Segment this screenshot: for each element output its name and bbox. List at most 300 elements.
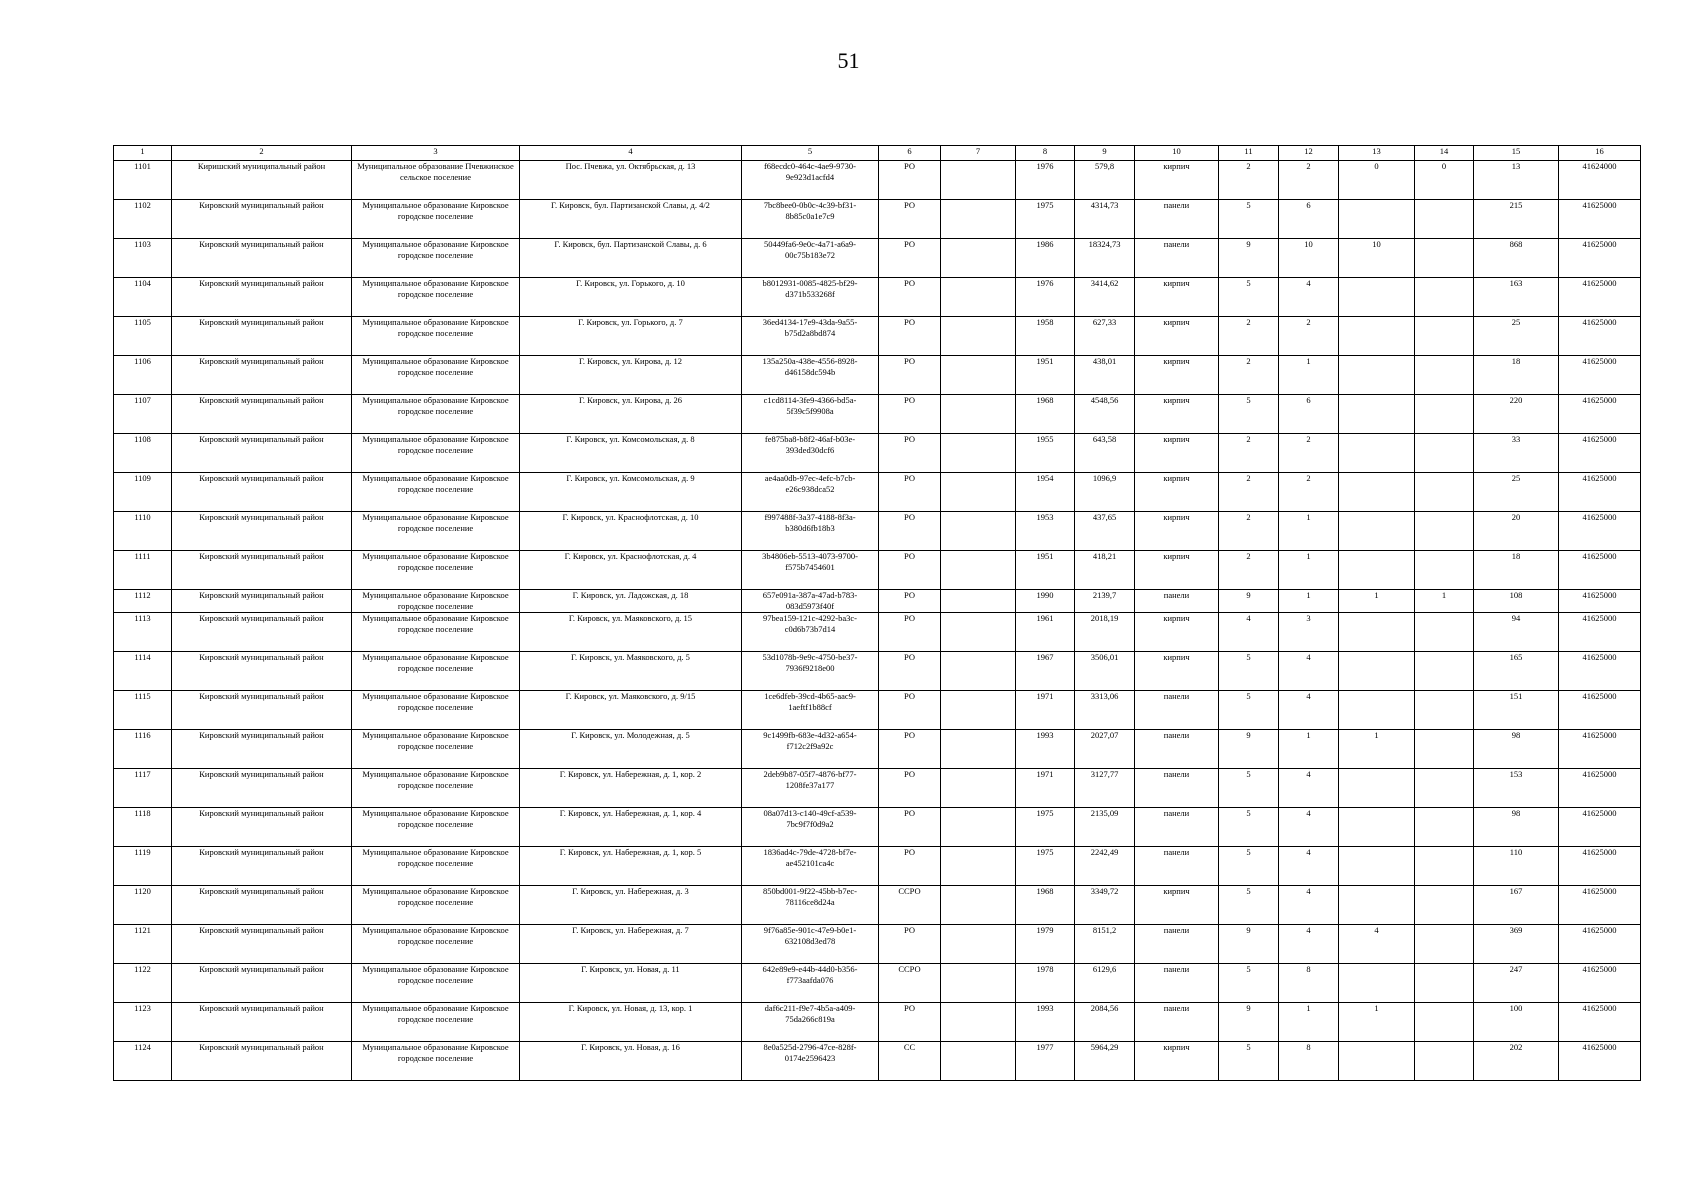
col11-cell: 9 — [1219, 925, 1279, 964]
col13-cell — [1339, 808, 1415, 847]
municipality-cell: Муниципальное образование Кировское городское поселение — [352, 730, 520, 769]
code-cell: 41625000 — [1559, 769, 1641, 808]
year-cell: 1968 — [1016, 886, 1075, 925]
district-cell: Кировский муниципальный район — [172, 652, 352, 691]
municipality-cell: Муниципальное образование Кировское городское поселение — [352, 1042, 520, 1081]
col15-cell: 108 — [1474, 590, 1559, 613]
col12-cell: 6 — [1279, 200, 1339, 239]
col7-cell — [941, 434, 1016, 473]
record-number: 1106 — [114, 356, 172, 395]
code-cell: 41624000 — [1559, 161, 1641, 200]
col6-cell: ССРО — [879, 886, 941, 925]
column-header: 10 — [1135, 146, 1219, 161]
col15-cell: 153 — [1474, 769, 1559, 808]
address-cell: Г. Кировск, ул. Горького, д. 7 — [520, 317, 742, 356]
col11-cell: 9 — [1219, 1003, 1279, 1042]
code-cell: 41625000 — [1559, 847, 1641, 886]
guid-cell: daf6c211-f9e7-4b5a-a409-75da266c819a — [742, 1003, 879, 1042]
col14-cell — [1415, 808, 1474, 847]
col7-cell — [941, 769, 1016, 808]
record-number: 1113 — [114, 613, 172, 652]
col6-cell: РО — [879, 691, 941, 730]
code-cell: 41625000 — [1559, 356, 1641, 395]
col12-cell: 1 — [1279, 730, 1339, 769]
col6-cell: РО — [879, 317, 941, 356]
col7-cell — [941, 395, 1016, 434]
area-cell: 2027,07 — [1075, 730, 1135, 769]
year-cell: 1976 — [1016, 161, 1075, 200]
table-row — [114, 613, 1641, 652]
col14-cell — [1415, 395, 1474, 434]
address-cell: Г. Кировск, ул. Набережная, д. 1, кор. 5 — [520, 847, 742, 886]
col11-cell: 9 — [1219, 239, 1279, 278]
record-number: 1101 — [114, 161, 172, 200]
col12-cell: 4 — [1279, 925, 1339, 964]
code-cell: 41625000 — [1559, 395, 1641, 434]
record-number: 1121 — [114, 925, 172, 964]
district-cell: Кировский муниципальный район — [172, 691, 352, 730]
address-cell: Г. Кировск, ул. Новая, д. 16 — [520, 1042, 742, 1081]
col11-cell: 5 — [1219, 278, 1279, 317]
col12-cell: 4 — [1279, 278, 1339, 317]
col6-cell: РО — [879, 808, 941, 847]
col11-cell: 2 — [1219, 512, 1279, 551]
address-cell: Г. Кировск, ул. Набережная, д. 1, кор. 4 — [520, 808, 742, 847]
col6-cell: РО — [879, 652, 941, 691]
col13-cell — [1339, 395, 1415, 434]
col11-cell: 2 — [1219, 551, 1279, 590]
col13-cell: 1 — [1339, 590, 1415, 613]
col7-cell — [941, 847, 1016, 886]
year-cell: 1975 — [1016, 200, 1075, 239]
material-cell: панели — [1135, 808, 1219, 847]
col6-cell: РО — [879, 200, 941, 239]
year-cell: 1971 — [1016, 691, 1075, 730]
table-row — [114, 925, 1641, 964]
col11-cell: 2 — [1219, 161, 1279, 200]
col14-cell — [1415, 434, 1474, 473]
col13-cell — [1339, 356, 1415, 395]
material-cell: кирпич — [1135, 473, 1219, 512]
col13-cell: 0 — [1339, 161, 1415, 200]
col14-cell — [1415, 317, 1474, 356]
col15-cell: 165 — [1474, 652, 1559, 691]
district-cell: Кировский муниципальный район — [172, 847, 352, 886]
col15-cell: 33 — [1474, 434, 1559, 473]
area-cell: 2018,19 — [1075, 613, 1135, 652]
address-cell: Г. Кировск, ул. Маяковского, д. 9/15 — [520, 691, 742, 730]
col7-cell — [941, 691, 1016, 730]
code-cell: 41625000 — [1559, 239, 1641, 278]
code-cell: 41625000 — [1559, 434, 1641, 473]
col14-cell — [1415, 769, 1474, 808]
code-cell: 41625000 — [1559, 590, 1641, 613]
table-row — [114, 317, 1641, 356]
col6-cell: РО — [879, 434, 941, 473]
table-row — [114, 278, 1641, 317]
code-cell: 41625000 — [1559, 200, 1641, 239]
table-row — [114, 434, 1641, 473]
record-number: 1103 — [114, 239, 172, 278]
col6-cell: РО — [879, 239, 941, 278]
code-cell: 41625000 — [1559, 278, 1641, 317]
record-number: 1114 — [114, 652, 172, 691]
col11-cell: 5 — [1219, 808, 1279, 847]
col12-cell: 1 — [1279, 551, 1339, 590]
material-cell: кирпич — [1135, 551, 1219, 590]
year-cell: 1978 — [1016, 964, 1075, 1003]
record-number: 1124 — [114, 1042, 172, 1081]
code-cell: 41625000 — [1559, 1003, 1641, 1042]
code-cell: 41625000 — [1559, 886, 1641, 925]
material-cell: кирпич — [1135, 512, 1219, 551]
guid-cell: 9f76a85e-901c-47e9-b0e1-632108d3ed78 — [742, 925, 879, 964]
address-cell: Г. Кировск, ул. Кирова, д. 12 — [520, 356, 742, 395]
table-row — [114, 691, 1641, 730]
year-cell: 1979 — [1016, 925, 1075, 964]
guid-cell: 50449fa6-9e0c-4a71-a6a9-00c75b183e72 — [742, 239, 879, 278]
col12-cell: 2 — [1279, 317, 1339, 356]
col15-cell: 98 — [1474, 730, 1559, 769]
record-number: 1119 — [114, 847, 172, 886]
district-cell: Кировский муниципальный район — [172, 512, 352, 551]
col13-cell: 4 — [1339, 925, 1415, 964]
col13-cell — [1339, 886, 1415, 925]
guid-cell: 657e091a-387a-47ad-b783-083d5973f40f — [742, 590, 879, 613]
area-cell: 3506,01 — [1075, 652, 1135, 691]
col11-cell: 5 — [1219, 652, 1279, 691]
col15-cell: 94 — [1474, 613, 1559, 652]
table-body — [114, 161, 1641, 1081]
municipality-cell: Муниципальное образование Кировское городское поселение — [352, 886, 520, 925]
col13-cell — [1339, 278, 1415, 317]
col11-cell: 9 — [1219, 730, 1279, 769]
col7-cell — [941, 1042, 1016, 1081]
col12-cell: 1 — [1279, 590, 1339, 613]
column-header: 14 — [1415, 146, 1474, 161]
col15-cell: 98 — [1474, 808, 1559, 847]
col7-cell — [941, 551, 1016, 590]
table-row — [114, 590, 1641, 613]
address-cell: Г. Кировск, ул. Маяковского, д. 5 — [520, 652, 742, 691]
record-number: 1110 — [114, 512, 172, 551]
district-cell: Киришский муниципальный район — [172, 161, 352, 200]
col11-cell: 5 — [1219, 847, 1279, 886]
col14-cell — [1415, 200, 1474, 239]
housing-registry-table — [113, 145, 1641, 1081]
col12-cell: 4 — [1279, 808, 1339, 847]
col12-cell: 2 — [1279, 161, 1339, 200]
material-cell: кирпич — [1135, 886, 1219, 925]
record-number: 1108 — [114, 434, 172, 473]
area-cell: 3414,62 — [1075, 278, 1135, 317]
year-cell: 1990 — [1016, 590, 1075, 613]
material-cell: кирпич — [1135, 161, 1219, 200]
municipality-cell: Муниципальное образование Кировское городское поселение — [352, 652, 520, 691]
guid-cell: f997488f-3a37-4188-8f3a-b380d6fb18b3 — [742, 512, 879, 551]
area-cell: 627,33 — [1075, 317, 1135, 356]
record-number: 1107 — [114, 395, 172, 434]
column-header: 11 — [1219, 146, 1279, 161]
col15-cell: 18 — [1474, 551, 1559, 590]
table-row — [114, 652, 1641, 691]
record-number: 1116 — [114, 730, 172, 769]
col15-cell: 151 — [1474, 691, 1559, 730]
col14-cell — [1415, 730, 1474, 769]
col14-cell — [1415, 964, 1474, 1003]
area-cell: 18324,73 — [1075, 239, 1135, 278]
district-cell: Кировский муниципальный район — [172, 1003, 352, 1042]
col11-cell: 5 — [1219, 1042, 1279, 1081]
col7-cell — [941, 512, 1016, 551]
col7-cell — [941, 886, 1016, 925]
municipality-cell: Муниципальное образование Кировское городское поселение — [352, 613, 520, 652]
record-number: 1117 — [114, 769, 172, 808]
guid-cell: 2deb9b87-05f7-4876-bf77-1208fe37a177 — [742, 769, 879, 808]
col15-cell: 110 — [1474, 847, 1559, 886]
address-cell: Г. Кировск, ул. Набережная, д. 1, кор. 2 — [520, 769, 742, 808]
guid-cell: b8012931-0085-4825-bf29-d371b533268f — [742, 278, 879, 317]
area-cell: 1096,9 — [1075, 473, 1135, 512]
col11-cell: 5 — [1219, 769, 1279, 808]
year-cell: 1967 — [1016, 652, 1075, 691]
material-cell: кирпич — [1135, 317, 1219, 356]
area-cell: 2242,49 — [1075, 847, 1135, 886]
column-header: 5 — [742, 146, 879, 161]
col14-cell — [1415, 473, 1474, 512]
col13-cell — [1339, 652, 1415, 691]
col12-cell: 4 — [1279, 886, 1339, 925]
table-row — [114, 239, 1641, 278]
col14-cell — [1415, 886, 1474, 925]
code-cell: 41625000 — [1559, 691, 1641, 730]
address-cell: Г. Кировск, ул. Новая, д. 13, кор. 1 — [520, 1003, 742, 1042]
col11-cell: 2 — [1219, 434, 1279, 473]
col13-cell — [1339, 512, 1415, 551]
guid-cell: 135a250a-438e-4556-8928-d46158dc594b — [742, 356, 879, 395]
column-header: 1 — [114, 146, 172, 161]
table-row — [114, 1042, 1641, 1081]
col7-cell — [941, 730, 1016, 769]
col7-cell — [941, 590, 1016, 613]
municipality-cell: Муниципальное образование Кировское городское поселение — [352, 200, 520, 239]
municipality-cell: Муниципальное образование Кировское городское поселение — [352, 239, 520, 278]
material-cell: панели — [1135, 691, 1219, 730]
material-cell: кирпич — [1135, 613, 1219, 652]
guid-cell: 1ce6dfeb-39cd-4b65-aac9-1aeftf1b88cf — [742, 691, 879, 730]
col12-cell: 2 — [1279, 434, 1339, 473]
col7-cell — [941, 925, 1016, 964]
page-number: 51 — [837, 48, 860, 73]
col11-cell: 9 — [1219, 590, 1279, 613]
column-header: 3 — [352, 146, 520, 161]
col13-cell: 1 — [1339, 1003, 1415, 1042]
col6-cell: РО — [879, 395, 941, 434]
record-number: 1115 — [114, 691, 172, 730]
year-cell: 1993 — [1016, 730, 1075, 769]
col11-cell: 2 — [1219, 317, 1279, 356]
col6-cell: РО — [879, 847, 941, 886]
area-cell: 3313,06 — [1075, 691, 1135, 730]
table-row — [114, 964, 1641, 1003]
year-cell: 1961 — [1016, 613, 1075, 652]
record-number: 1120 — [114, 886, 172, 925]
guid-cell: 8e0a525d-2796-47ce-828f-0174e2596423 — [742, 1042, 879, 1081]
year-cell: 1976 — [1016, 278, 1075, 317]
col11-cell: 2 — [1219, 473, 1279, 512]
col7-cell — [941, 161, 1016, 200]
col13-cell — [1339, 434, 1415, 473]
col13-cell — [1339, 691, 1415, 730]
col14-cell — [1415, 847, 1474, 886]
guid-cell: fe875ba8-b8f2-46af-b03e-393ded30dcf6 — [742, 434, 879, 473]
col14-cell — [1415, 652, 1474, 691]
address-cell: Г. Кировск, ул. Маяковского, д. 15 — [520, 613, 742, 652]
col14-cell — [1415, 356, 1474, 395]
guid-cell: 9c1499fb-683e-4d32-a654-f712c2f9a92c — [742, 730, 879, 769]
year-cell: 1953 — [1016, 512, 1075, 551]
col14-cell — [1415, 239, 1474, 278]
col15-cell: 163 — [1474, 278, 1559, 317]
record-number: 1104 — [114, 278, 172, 317]
material-cell: кирпич — [1135, 652, 1219, 691]
col7-cell — [941, 356, 1016, 395]
col15-cell: 25 — [1474, 317, 1559, 356]
year-cell: 1975 — [1016, 847, 1075, 886]
address-cell: Г. Кировск, ул. Кирова, д. 26 — [520, 395, 742, 434]
address-cell: Г. Кировск, ул. Краснофлотская, д. 10 — [520, 512, 742, 551]
guid-cell: 08a07d13-c140-49cf-a539-7bc9f7f0d9a2 — [742, 808, 879, 847]
material-cell: панели — [1135, 925, 1219, 964]
column-header: 8 — [1016, 146, 1075, 161]
area-cell: 4314,73 — [1075, 200, 1135, 239]
municipality-cell: Муниципальное образование Кировское городское поселение — [352, 925, 520, 964]
col6-cell: РО — [879, 512, 941, 551]
municipality-cell: Муниципальное образование Кировское городское поселение — [352, 278, 520, 317]
municipality-cell: Муниципальное образование Кировское городское поселение — [352, 590, 520, 613]
col15-cell: 18 — [1474, 356, 1559, 395]
code-cell: 41625000 — [1559, 473, 1641, 512]
col14-cell — [1415, 691, 1474, 730]
col7-cell — [941, 808, 1016, 847]
col11-cell: 5 — [1219, 964, 1279, 1003]
col15-cell: 13 — [1474, 161, 1559, 200]
col13-cell — [1339, 613, 1415, 652]
area-cell: 3349,72 — [1075, 886, 1135, 925]
municipality-cell: Муниципальное образование Кировское городское поселение — [352, 1003, 520, 1042]
record-number: 1111 — [114, 551, 172, 590]
col13-cell — [1339, 847, 1415, 886]
material-cell: панели — [1135, 769, 1219, 808]
material-cell: панели — [1135, 730, 1219, 769]
col12-cell: 1 — [1279, 512, 1339, 551]
code-cell: 41625000 — [1559, 1042, 1641, 1081]
record-number: 1112 — [114, 590, 172, 613]
year-cell: 1977 — [1016, 1042, 1075, 1081]
record-number: 1123 — [114, 1003, 172, 1042]
address-cell: Г. Кировск, ул. Молодежная, д. 5 — [520, 730, 742, 769]
col14-cell — [1415, 925, 1474, 964]
area-cell: 643,58 — [1075, 434, 1135, 473]
area-cell: 579,8 — [1075, 161, 1135, 200]
district-cell: Кировский муниципальный район — [172, 925, 352, 964]
municipality-cell: Муниципальное образование Кировское городское поселение — [352, 395, 520, 434]
col7-cell — [941, 473, 1016, 512]
col6-cell: РО — [879, 278, 941, 317]
code-cell: 41625000 — [1559, 964, 1641, 1003]
col12-cell: 4 — [1279, 769, 1339, 808]
col13-cell — [1339, 769, 1415, 808]
col7-cell — [941, 1003, 1016, 1042]
col6-cell: РО — [879, 730, 941, 769]
municipality-cell: Муниципальное образование Кировское городское поселение — [352, 512, 520, 551]
col15-cell: 247 — [1474, 964, 1559, 1003]
column-header: 12 — [1279, 146, 1339, 161]
code-cell: 41625000 — [1559, 613, 1641, 652]
col11-cell: 5 — [1219, 200, 1279, 239]
year-cell: 1993 — [1016, 1003, 1075, 1042]
guid-cell: ae4aa0db-97ec-4efc-b7cb-e26c938dca52 — [742, 473, 879, 512]
column-header: 7 — [941, 146, 1016, 161]
guid-cell: 36ed4134-17e9-43da-9a55-b75d2a8bd874 — [742, 317, 879, 356]
col7-cell — [941, 239, 1016, 278]
municipality-cell: Муниципальное образование Кировское городское поселение — [352, 808, 520, 847]
col12-cell: 1 — [1279, 1003, 1339, 1042]
year-cell: 1971 — [1016, 769, 1075, 808]
year-cell: 1954 — [1016, 473, 1075, 512]
code-cell: 41625000 — [1559, 512, 1641, 551]
year-cell: 1958 — [1016, 317, 1075, 356]
table-row — [114, 473, 1641, 512]
table-row — [114, 395, 1641, 434]
table-row — [114, 161, 1641, 200]
table-row — [114, 886, 1641, 925]
municipality-cell: Муниципальное образование Кировское городское поселение — [352, 317, 520, 356]
district-cell: Кировский муниципальный район — [172, 395, 352, 434]
material-cell: кирпич — [1135, 1042, 1219, 1081]
area-cell: 8151,2 — [1075, 925, 1135, 964]
column-header: 16 — [1559, 146, 1641, 161]
material-cell: панели — [1135, 200, 1219, 239]
table-row — [114, 847, 1641, 886]
area-cell: 4548,56 — [1075, 395, 1135, 434]
address-cell: Г. Кировск, бул. Партизанской Славы, д. 6 — [520, 239, 742, 278]
col15-cell: 868 — [1474, 239, 1559, 278]
guid-cell: f68ecdc0-464c-4ae9-9730-9e923d1acfd4 — [742, 161, 879, 200]
col6-cell: РО — [879, 1003, 941, 1042]
code-cell: 41625000 — [1559, 652, 1641, 691]
district-cell: Кировский муниципальный район — [172, 551, 352, 590]
column-header: 2 — [172, 146, 352, 161]
code-cell: 41625000 — [1559, 730, 1641, 769]
col6-cell: РО — [879, 613, 941, 652]
address-cell: Г. Кировск, бул. Партизанской Славы, д. 4/2 — [520, 200, 742, 239]
address-cell: Г. Кировск, ул. Краснофлотская, д. 4 — [520, 551, 742, 590]
address-cell: Г. Кировск, ул. Комсомольская, д. 9 — [520, 473, 742, 512]
table-row — [114, 1003, 1641, 1042]
col12-cell: 10 — [1279, 239, 1339, 278]
col13-cell — [1339, 551, 1415, 590]
col13-cell — [1339, 317, 1415, 356]
year-cell: 1986 — [1016, 239, 1075, 278]
col7-cell — [941, 964, 1016, 1003]
material-cell: панели — [1135, 847, 1219, 886]
year-cell: 1951 — [1016, 551, 1075, 590]
col13-cell — [1339, 473, 1415, 512]
col15-cell: 25 — [1474, 473, 1559, 512]
record-number: 1102 — [114, 200, 172, 239]
col6-cell: СС — [879, 1042, 941, 1081]
